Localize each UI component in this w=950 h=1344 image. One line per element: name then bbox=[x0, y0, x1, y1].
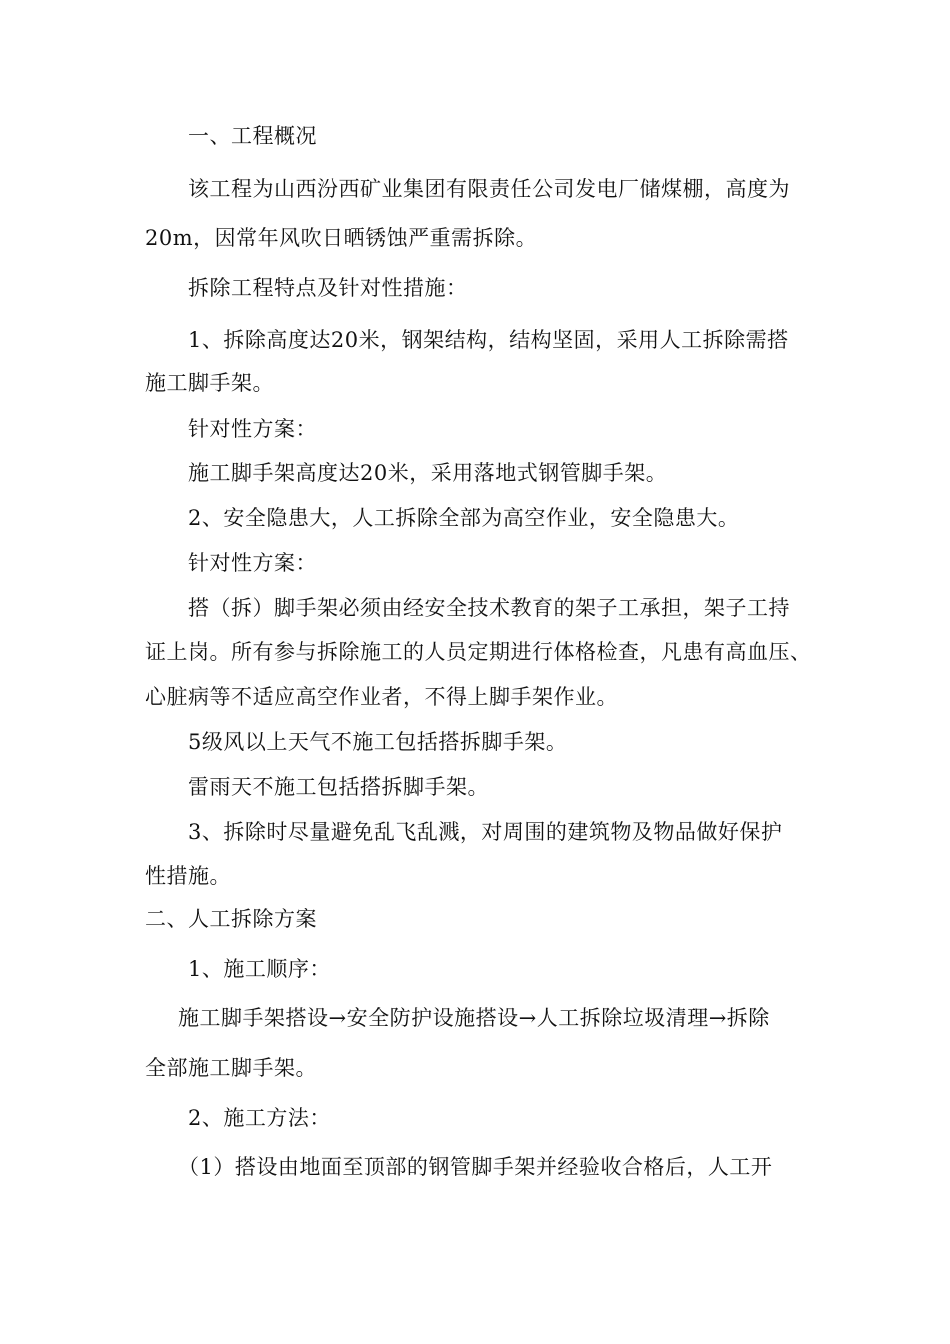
paragraph-line: 施工脚手架。 bbox=[145, 371, 274, 395]
paragraph-line: 证上岗。所有参与拆除施工的人员定期进行体格检查，凡患有高血压、 bbox=[145, 640, 812, 664]
section-heading-manual-demolition: 二、人工拆除方案 bbox=[145, 907, 317, 931]
paragraph-line: 针对性方案： bbox=[188, 417, 317, 441]
paragraph-line: 针对性方案： bbox=[188, 551, 317, 575]
paragraph-line: 该工程为山西汾西矿业集团有限责任公司发电厂储煤棚，高度为 bbox=[188, 177, 790, 201]
paragraph-line: 搭（拆）脚手架必须由经安全技术教育的架子工承担，架子工持 bbox=[188, 596, 790, 620]
paragraph-line: 2、施工方法： bbox=[188, 1106, 331, 1130]
paragraph-line: 1、拆除高度达20米，钢架结构，结构坚固，采用人工拆除需搭 bbox=[188, 328, 789, 352]
paragraph-line: 拆除工程特点及针对性措施： bbox=[188, 276, 468, 300]
paragraph-line: 全部施工脚手架。 bbox=[145, 1056, 317, 1080]
paragraph-line: （1）搭设由地面至顶部的钢管脚手架并经验收合格后，人工开 bbox=[178, 1155, 773, 1179]
paragraph-line: 5级风以上天气不施工包括搭拆脚手架。 bbox=[188, 730, 568, 754]
paragraph-line: 施工脚手架搭设→安全防护设施搭设→人工拆除垃圾清理→拆除 bbox=[178, 1006, 770, 1030]
paragraph-line: 2、安全隐患大，人工拆除全部为高空作业，安全隐患大。 bbox=[188, 506, 740, 530]
paragraph-line: 心脏病等不适应高空作业者，不得上脚手架作业。 bbox=[145, 685, 618, 709]
paragraph-line: 性措施。 bbox=[145, 864, 231, 888]
section-heading-overview: 一、工程概况 bbox=[188, 124, 317, 148]
paragraph-line: 施工脚手架高度达20米，采用落地式钢管脚手架。 bbox=[188, 461, 668, 485]
paragraph-line: 3、拆除时尽量避免乱飞乱溅，对周围的建筑物及物品做好保护 bbox=[188, 820, 783, 844]
paragraph-line: 1、施工顺序： bbox=[188, 957, 331, 981]
paragraph-line: 雷雨天不施工包括搭拆脚手架。 bbox=[188, 775, 489, 799]
paragraph-line: 20m，因常年风吹日晒锈蚀严重需拆除。 bbox=[145, 226, 538, 250]
